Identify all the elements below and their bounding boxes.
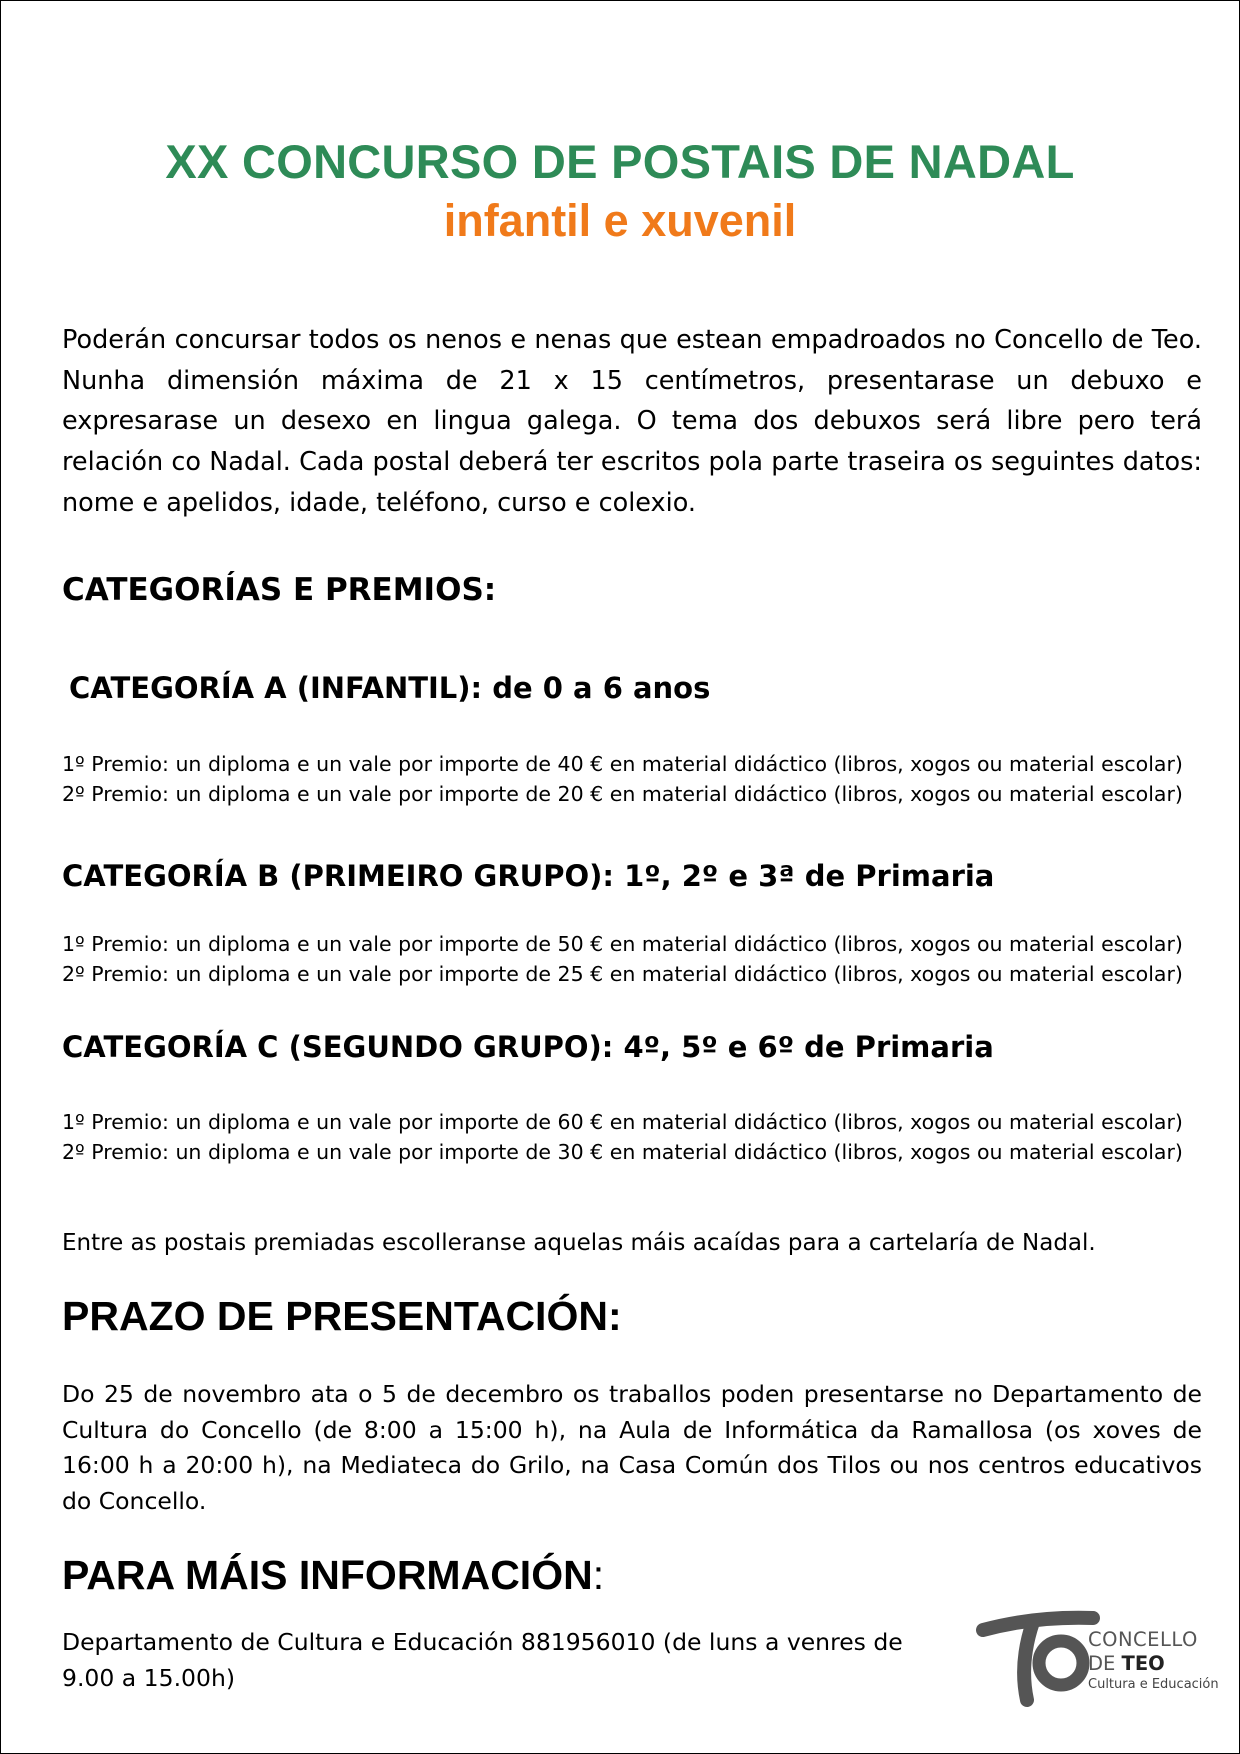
- info-heading: [62, 1552, 604, 1599]
- logo-de: DE: [1088, 1652, 1122, 1675]
- page-title: XX CONCURSO DE POSTAIS DE NADAL: [165, 135, 1075, 188]
- deadline-paragraph: Do 25 de novembro ata o 5 de decembro os traballos poden presentarse no Departamento de Cultura do Concello (de 8:00 a 15:00 h), na Aula de Informática da Ramallosa (os xoves de 16:00 h a 20:00 h), na Mediateca do Grilo, na Casa Común dos Tilos ou nos centros educativos do Concello.: [62, 1380, 1202, 1515]
- category-a-prize-2: 2º Premio: un diploma e un vale por importe de 20 € en material didáctico (libros, xogos ou material escolar): [62, 782, 1183, 806]
- selection-note: Entre as postais premiadas escolleranse aquelas máis acaídas para a cartelaría de Nadal.: [62, 1230, 1096, 1256]
- category-c-prize-1: 1º Premio: un diploma e un vale por importe de 60 € en material didáctico (libros, xogos ou material escolar): [62, 1110, 1183, 1134]
- logo-de-teo: [1088, 1652, 1219, 1676]
- logo-text: [1088, 1628, 1219, 1694]
- category-b-prize-1: 1º Premio: un diploma e un vale por importe de 50 € en material didáctico (libros, xogos ou material escolar): [62, 932, 1183, 956]
- categories-heading: CATEGORÍAS E PREMIOS:: [62, 572, 497, 608]
- logo-department: Cultura e Educación: [1088, 1677, 1219, 1692]
- info-heading-colon: :: [592, 1552, 605, 1598]
- deadline-heading: PRAZO DE PRESENTACIÓN:: [62, 1293, 622, 1339]
- category-b-prize-2: 2º Premio: un diploma e un vale por importe de 25 € en material didáctico (libros, xogos ou material escolar): [62, 962, 1183, 986]
- category-c-prize-2: 2º Premio: un diploma e un vale por importe de 30 € en material didáctico (libros, xogos ou material escolar): [62, 1140, 1183, 1164]
- category-a-heading: CATEGORÍA A (INFANTIL): de 0 a 6 anos: [69, 671, 711, 705]
- intro-paragraph: Poderán concursar todos os nenos e nenas que estean empadroados no Concello de Teo. Nunha dimensión máxima de 21 x 15 centímetros, presentarase un debuxo e expresarase un desexo en lingua galega. O tema dos debuxos será libre pero terá relación co Nadal. Cada postal deberá ter escritos pola parte traseira os seguintes datos: nome e apelidos, idade, teléfono, curso e colexio.: [62, 325, 1202, 518]
- logo-concello: CONCELLO: [1088, 1628, 1198, 1651]
- info-heading-text: PARA MÁIS INFORMACIÓN: [62, 1552, 593, 1598]
- page-subtitle: infantil e xuvenil: [443, 195, 797, 246]
- category-b-heading: CATEGORÍA B (PRIMEIRO GRUPO): 1º, 2º e 3ª de Primaria: [62, 859, 995, 893]
- category-c-heading: CATEGORÍA C (SEGUNDO GRUPO): 4º, 5º e 6º de Primaria: [62, 1030, 994, 1064]
- category-a-prize-1: 1º Premio: un diploma e un vale por importe de 40 € en material didáctico (libros, xogos ou material escolar): [62, 752, 1183, 776]
- info-paragraph: Departamento de Cultura e Educación 881956010 (de luns a venres de 9.00 a 15.00h): [62, 1628, 903, 1692]
- logo-teo: TEO: [1121, 1652, 1165, 1675]
